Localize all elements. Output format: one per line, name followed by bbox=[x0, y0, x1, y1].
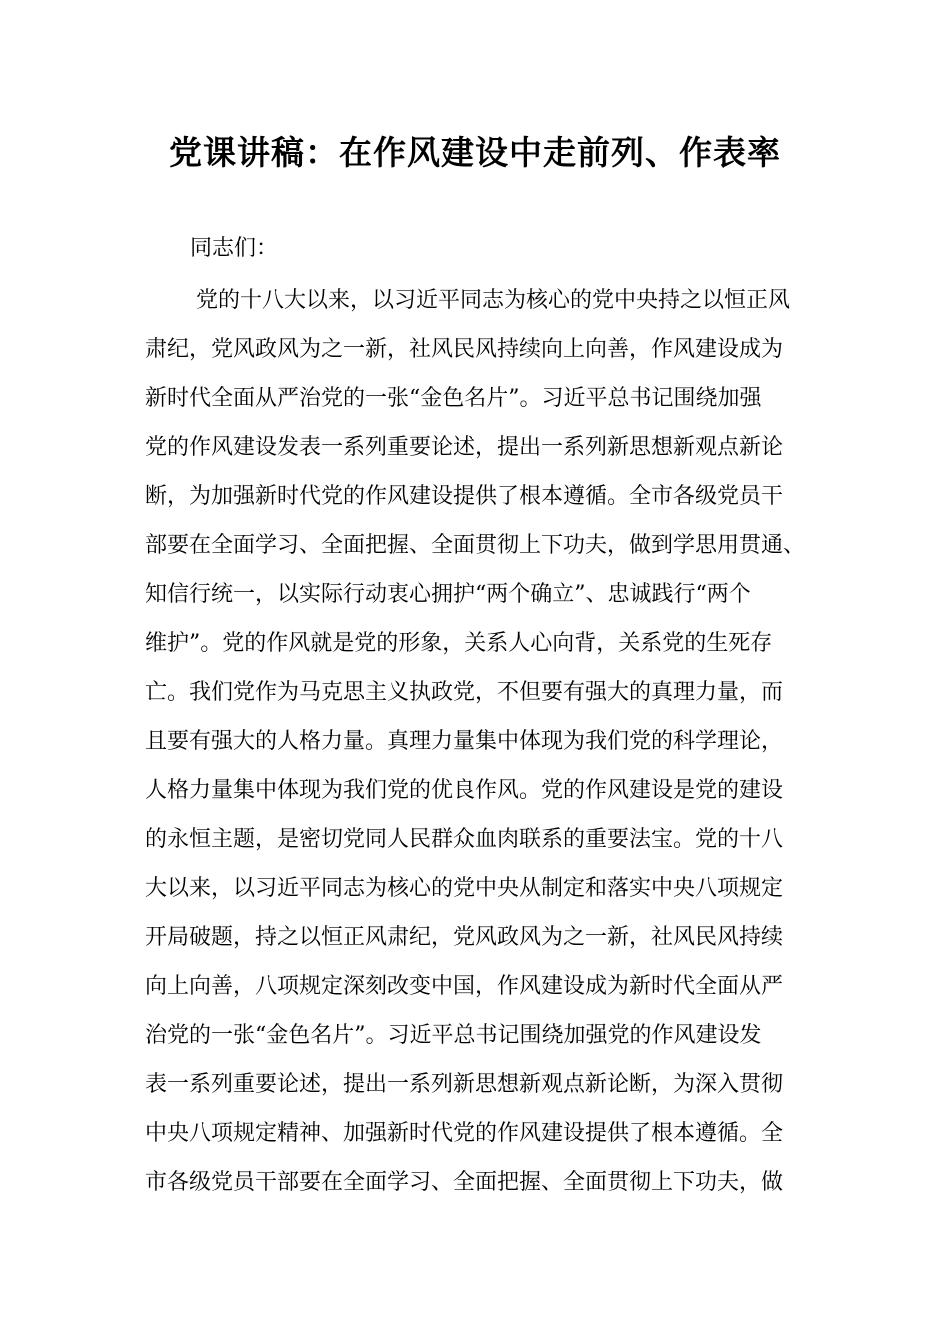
body-line: 且要有强大的人格力量。真理力量集中体现为我们党的科学理论， bbox=[145, 729, 784, 754]
body-line: 肃纪，党风政风为之一新，社风民风持续向上向善，作风建设成为 bbox=[145, 337, 784, 362]
body-line: 向上向善，八项规定深刻改变中国，作风建设成为新时代全面从严 bbox=[145, 974, 784, 999]
body-line: 治党的一张“金色名片”。习近平总书记围绕加强党的作风建设发 bbox=[145, 1023, 762, 1048]
body-line: 开局破题，持之以恒正风肃纪，党风政风为之一新，社风民风持续 bbox=[145, 925, 784, 950]
body-line: 断，为加强新时代党的作风建设提供了根本遵循。全市各级党员干 bbox=[145, 484, 784, 509]
body-line: 维护”。党的作风就是党的形象，关系人心向背，关系党的生死存 bbox=[145, 631, 773, 656]
body-line: 中央八项规定精神、加强新时代党的作风建设提供了根本遵循。全 bbox=[145, 1121, 784, 1146]
body-line: 党的十八大以来，以习近平同志为核心的党中央持之以恒正风 bbox=[196, 288, 791, 313]
body-line: 亡。我们党作为马克思主义执政党，不但要有强大的真理力量，而 bbox=[145, 680, 784, 705]
body-line: 表一系列重要论述，提出一系列新思想新观点新论断，为深入贯彻 bbox=[145, 1072, 784, 1097]
salutation: 同志们： bbox=[190, 236, 279, 261]
body-line: 大以来，以习近平同志为核心的党中央从制定和落实中央八项规定 bbox=[145, 876, 784, 901]
body-line: 市各级党员干部要在全面学习、全面把握、全面贯彻上下功夫，做 bbox=[145, 1170, 784, 1195]
body-line: 的永恒主题，是密切党同人民群众血肉联系的重要法宝。党的十八 bbox=[145, 827, 784, 852]
body-line: 新时代全面从严治党的一张“金色名片”。习近平总书记围绕加强 bbox=[145, 386, 762, 411]
body-line: 部要在全面学习、全面把握、全面贯彻上下功夫，做到学思用贯通、 bbox=[145, 533, 806, 558]
document-title: 党课讲稿：在作风建设中走前列、作表率 bbox=[169, 133, 781, 172]
body-line: 党的作风建设发表一系列重要论述，提出一系列新思想新观点新论 bbox=[145, 435, 784, 460]
body-line: 知信行统一，以实际行动衷心拥护“两个确立”、忠诚践行“两个 bbox=[145, 582, 751, 607]
body-line: 人格力量集中体现为我们党的优良作风。党的作风建设是党的建设 bbox=[145, 778, 784, 803]
